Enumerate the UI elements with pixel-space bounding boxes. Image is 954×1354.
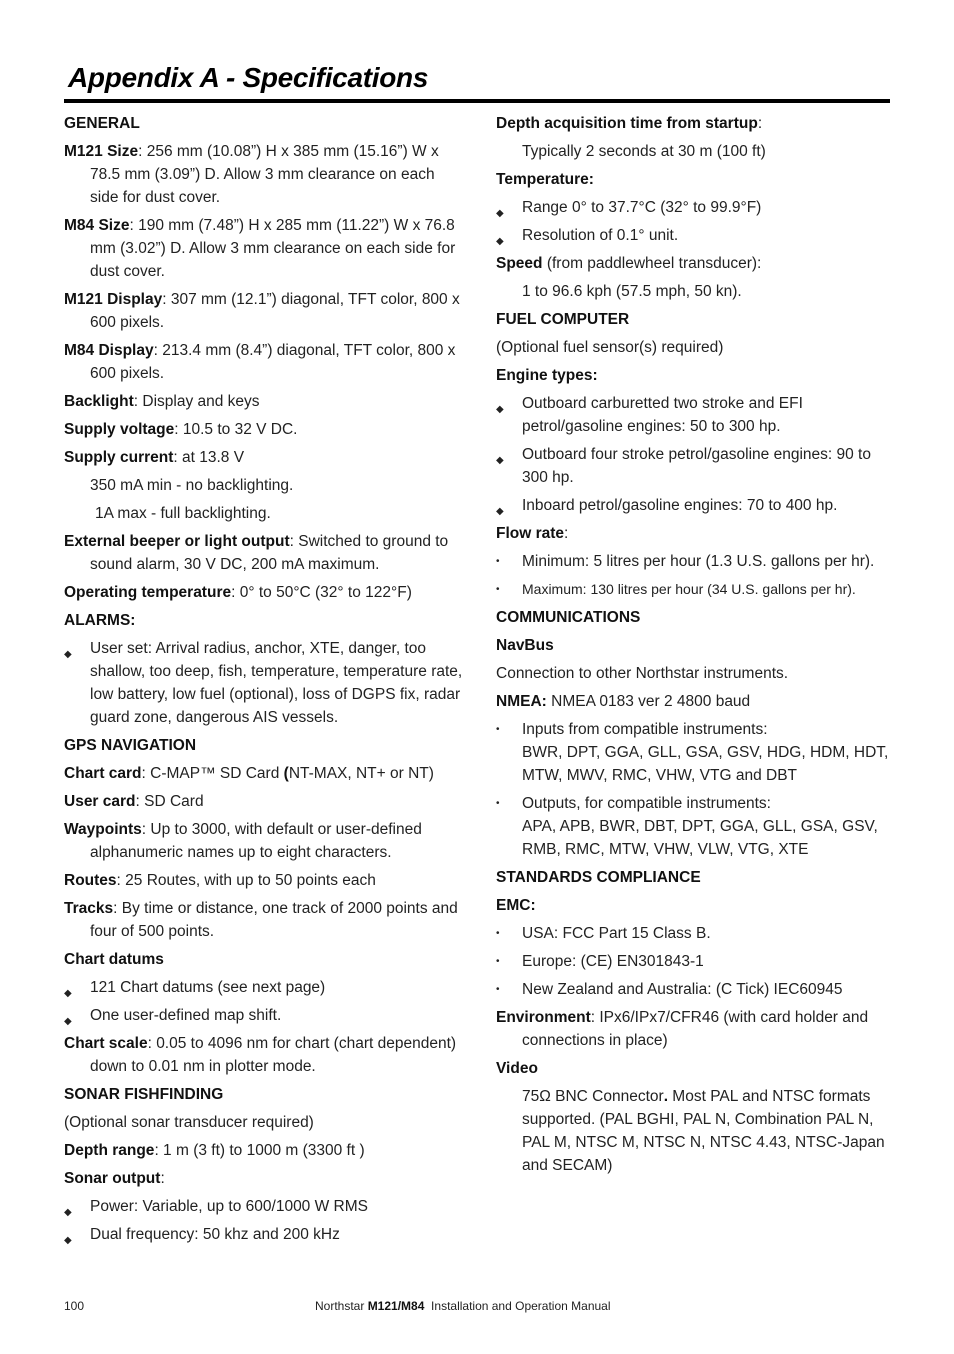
- heading-temperature: Temperature:: [496, 171, 594, 188]
- footer-manual-title: Installation and Operation Manual: [424, 1299, 611, 1313]
- list-item: [64, 1223, 464, 1246]
- list-item-text: Power: Variable, up to 600/1000 W RMS: [90, 1198, 368, 1215]
- diamond-bullet-icon: ◆: [496, 208, 504, 219]
- spec-label: Routes: [64, 872, 117, 889]
- list-item-text: Outboard carburetted two stroke and EFI petrol/gasoline engines: 50 to 300 hp.: [522, 395, 803, 435]
- spec-value: : 213.4 mm (8.4”) diagonal, TFT color, 800 x 600 pixels.: [90, 342, 456, 382]
- spec-value-paren: (: [283, 765, 289, 782]
- manual-footer: [315, 1299, 611, 1313]
- video-connector: 75Ω BNC Connector: [522, 1088, 664, 1105]
- diamond-bullet-icon: ◆: [496, 236, 504, 247]
- dot-bullet-icon: •: [496, 584, 500, 595]
- list-item: [496, 950, 891, 973]
- spec-value: : Display and keys: [133, 393, 260, 410]
- spec-label: Sonar output: [64, 1170, 161, 1187]
- spec-label: Depth range: [64, 1142, 155, 1159]
- footer-model: M121/M84: [367, 1299, 425, 1313]
- navbus-text: Connection to other Northstar instruments.: [496, 665, 789, 682]
- list-item-text: Range 0° to 37.7°C (32° to 99.9°F): [522, 199, 762, 216]
- spec-value: : 190 mm (7.48”) H x 285 mm (11.22”) W x 76.8 mm (3.02”) D. Allow 3 mm clearance on each side for dust cover.: [90, 217, 456, 280]
- dot-bullet-icon: •: [496, 724, 500, 735]
- sonar-note: (Optional sonar transducer required): [64, 1114, 314, 1131]
- spec-value: NMEA 0183 ver 2 4800 baud: [546, 693, 751, 710]
- list-item: [496, 392, 891, 438]
- right-column: [496, 112, 891, 1182]
- spec-value: : 307 mm (12.1”) diagonal, TFT color, 800 x 600 pixels.: [90, 291, 460, 331]
- dot-bullet-icon: •: [496, 556, 500, 567]
- list-item-text: Europe: (CE) EN301843-1: [522, 953, 704, 970]
- spec-chart-card: [64, 762, 464, 785]
- spec-label: External beeper or light output: [64, 533, 290, 550]
- list-item: [496, 550, 891, 573]
- spec-value: : Up to 3000, with default or user-defined alphanumeric names up to eight characters.: [90, 821, 422, 861]
- section-sonar: SONAR FISHFINDING: [64, 1086, 224, 1103]
- page-title: Appendix A - Specifications: [68, 62, 429, 93]
- list-item-text: User set: Arrival radius, anchor, XTE, danger, too shallow, too deep, fish, temperature, temperature rate, low battery, low fuel (optional), loss of DGPS fix, radar guard zone, dangerous AIS vessels.: [90, 640, 463, 726]
- section-fuel-computer: FUEL COMPUTER: [496, 311, 630, 328]
- list-item-text: 121 Chart datums (see next page): [90, 979, 326, 996]
- spec-depth-acquisition: [496, 112, 891, 135]
- diamond-bullet-icon: ◆: [496, 455, 504, 466]
- dot-bullet-icon: •: [496, 984, 500, 995]
- heading-engine-types: Engine types:: [496, 367, 598, 384]
- spec-label: M121 Display: [64, 291, 163, 308]
- list-item-text: BWR, DPT, GGA, GLL, GSA, GSV, HDG, HDM, HDT, MTW, MWV, RMC, VHW, VTG and DBT: [522, 744, 889, 784]
- section-standards: STANDARDS COMPLIANCE: [496, 869, 701, 886]
- list-item: [496, 494, 891, 517]
- spec-value: : 25 Routes, with up to 50 points each: [116, 872, 376, 889]
- list-item-text: APA, APB, BWR, DBT, DPT, GGA, GLL, GSA, GSV, RMB, RMC, MTW, VHW, VLW, VTG, XTE: [522, 818, 878, 858]
- spec-tracks: [64, 897, 464, 943]
- spec-label: Chart card: [64, 765, 142, 782]
- spec-value: : 256 mm (10.08”) H x 385 mm (15.16”) W x 78.5 mm (3.09”) D. Allow 3 mm clearance on each side for dust cover.: [90, 143, 439, 206]
- spec-m121-size: [64, 140, 464, 209]
- spec-flow-rate: [496, 522, 891, 545]
- spec-value: : By time or distance, one track of 2000 points and four of 500 points.: [90, 900, 458, 940]
- left-column: [64, 112, 464, 1251]
- list-item: [496, 196, 891, 219]
- spec-value: :: [757, 115, 763, 132]
- spec-m84-display: [64, 339, 464, 385]
- spec-label: M84 Display: [64, 342, 154, 359]
- page-number: 100: [64, 1299, 85, 1313]
- diamond-bullet-icon: ◆: [64, 1235, 72, 1246]
- spec-value: (from paddlewheel transducer):: [542, 255, 762, 272]
- spec-routes: [64, 869, 464, 892]
- video-dot: .: [663, 1088, 668, 1105]
- spec-label: Supply current: [64, 449, 174, 466]
- spec-nmea: [496, 690, 891, 713]
- list-item-text: Minimum: 5 litres per hour (1.3 U.S. gallons per hr).: [522, 553, 875, 570]
- spec-value: : 10.5 to 32 V DC.: [174, 421, 298, 438]
- diamond-bullet-icon: ◆: [64, 649, 72, 660]
- diamond-bullet-icon: ◆: [64, 1207, 72, 1218]
- spec-value: : C-MAP™ SD Card: [141, 765, 284, 782]
- spec-speed: [496, 252, 891, 275]
- spec-value: :: [160, 1170, 165, 1187]
- spec-label: NMEA:: [496, 693, 547, 710]
- spec-m121-display: [64, 288, 464, 334]
- spec-label: Operating temperature: [64, 584, 232, 601]
- spec-chart-scale: [64, 1032, 464, 1078]
- spec-environment: [496, 1006, 891, 1052]
- spec-value: : IPx6/IPx7/CFR46 (with card holder and connections in place): [522, 1009, 869, 1049]
- list-item: [496, 922, 891, 945]
- diamond-bullet-icon: ◆: [496, 404, 504, 415]
- list-item-text: Resolution of 0.1° unit.: [522, 227, 679, 244]
- list-item: [496, 718, 891, 787]
- list-item: [64, 1004, 464, 1027]
- fuel-note: (Optional fuel sensor(s) required): [496, 339, 724, 356]
- list-item-text: Outputs, for compatible instruments:: [522, 795, 771, 812]
- supply-current-min: 350 mA min - no backlighting.: [90, 477, 294, 494]
- section-general: GENERAL: [64, 115, 140, 132]
- spec-backlight: [64, 390, 464, 413]
- spec-value: :: [564, 525, 569, 542]
- spec-value: : 0° to 50°C (32° to 122°F): [231, 584, 412, 601]
- diamond-bullet-icon: ◆: [64, 1016, 72, 1027]
- list-item-text: Outboard four stroke petrol/gasoline engines: 90 to 300 hp.: [522, 446, 871, 486]
- list-item: [64, 976, 464, 999]
- spec-label: M121 Size: [64, 143, 139, 160]
- section-alarms: ALARMS:: [64, 612, 136, 629]
- list-item-text: Dual frequency: 50 khz and 200 kHz: [90, 1226, 340, 1243]
- list-item-text: Maximum: 130 litres per hour (34 U.S. gallons per hr).: [522, 581, 856, 597]
- video-text: [496, 1085, 891, 1177]
- spec-value: : 1 m (3 ft) to 1000 m (3300 ft ): [154, 1142, 365, 1159]
- spec-user-card: [64, 790, 464, 813]
- list-item-text: New Zealand and Australia: (C Tick) IEC60945: [522, 981, 843, 998]
- spec-label: Environment: [496, 1009, 591, 1026]
- list-item: [496, 792, 891, 861]
- spec-m84-size: [64, 214, 464, 283]
- spec-label: Backlight: [64, 393, 134, 410]
- spec-operating-temp: [64, 581, 464, 604]
- supply-current-max: 1A max - full backlighting.: [95, 505, 271, 522]
- spec-label: Waypoints: [64, 821, 142, 838]
- spec-label: Chart scale: [64, 1035, 148, 1052]
- heading-navbus: NavBus: [496, 637, 554, 654]
- section-gps-navigation: GPS NAVIGATION: [64, 737, 197, 754]
- list-item: [496, 578, 891, 601]
- speed-value: 1 to 96.6 kph (57.5 mph, 50 kn).: [522, 283, 742, 300]
- spec-value: : at 13.8 V: [173, 449, 245, 466]
- spec-label: User card: [64, 793, 136, 810]
- spec-waypoints: [64, 818, 464, 864]
- list-item: [64, 1195, 464, 1218]
- spec-beeper: [64, 530, 464, 576]
- spec-label: Flow rate: [496, 525, 565, 542]
- list-item: [64, 637, 464, 729]
- spec-value: NT-MAX, NT+ or NT): [288, 765, 434, 782]
- diamond-bullet-icon: ◆: [496, 506, 504, 517]
- section-communications: COMMUNICATIONS: [496, 609, 641, 626]
- spec-label: Speed: [496, 255, 543, 272]
- title-rule: [64, 99, 890, 103]
- spec-value: : Switched to ground to sound alarm, 30 V DC, 200 mA maximum.: [90, 533, 449, 573]
- footer-brand: Northstar: [315, 1299, 368, 1313]
- list-item-text: Inboard petrol/gasoline engines: 70 to 400 hp.: [522, 497, 838, 514]
- spec-label: M84 Size: [64, 217, 130, 234]
- spec-sonar-output: [64, 1167, 464, 1190]
- list-item: [496, 978, 891, 1001]
- list-item-text: One user-defined map shift.: [90, 1007, 282, 1024]
- dot-bullet-icon: •: [496, 928, 500, 939]
- dot-bullet-icon: •: [496, 956, 500, 967]
- list-item-text: Inputs from compatible instruments:: [522, 721, 768, 738]
- spec-supply-voltage: [64, 418, 464, 441]
- heading-chart-datums: Chart datums: [64, 951, 164, 968]
- diamond-bullet-icon: ◆: [64, 988, 72, 999]
- heading-video: Video: [496, 1060, 538, 1077]
- spec-depth-range: [64, 1139, 464, 1162]
- spec-label: Tracks: [64, 900, 114, 917]
- spec-value: : SD Card: [135, 793, 204, 810]
- spec-supply-current: [64, 446, 464, 469]
- spec-label: Depth acquisition time from startup: [496, 115, 758, 132]
- spec-value: : 0.05 to 4096 nm for chart (chart dependent) down to 0.01 nm in plotter mode.: [90, 1035, 457, 1075]
- spec-label: Supply voltage: [64, 421, 175, 438]
- depth-acquisition-value: Typically 2 seconds at 30 m (100 ft): [522, 143, 766, 160]
- list-item-text: USA: FCC Part 15 Class B.: [522, 925, 711, 942]
- list-item: [496, 224, 891, 247]
- video-formats: Most PAL and NTSC formats supported. (PAL BGHI, PAL N, Combination PAL N, PAL M, NTSC M, NTSC N, NTSC 4.43, NTSC-Japan and SECAM): [522, 1088, 885, 1174]
- list-item: [496, 443, 891, 489]
- dot-bullet-icon: •: [496, 798, 500, 809]
- heading-emc: EMC:: [496, 897, 536, 914]
